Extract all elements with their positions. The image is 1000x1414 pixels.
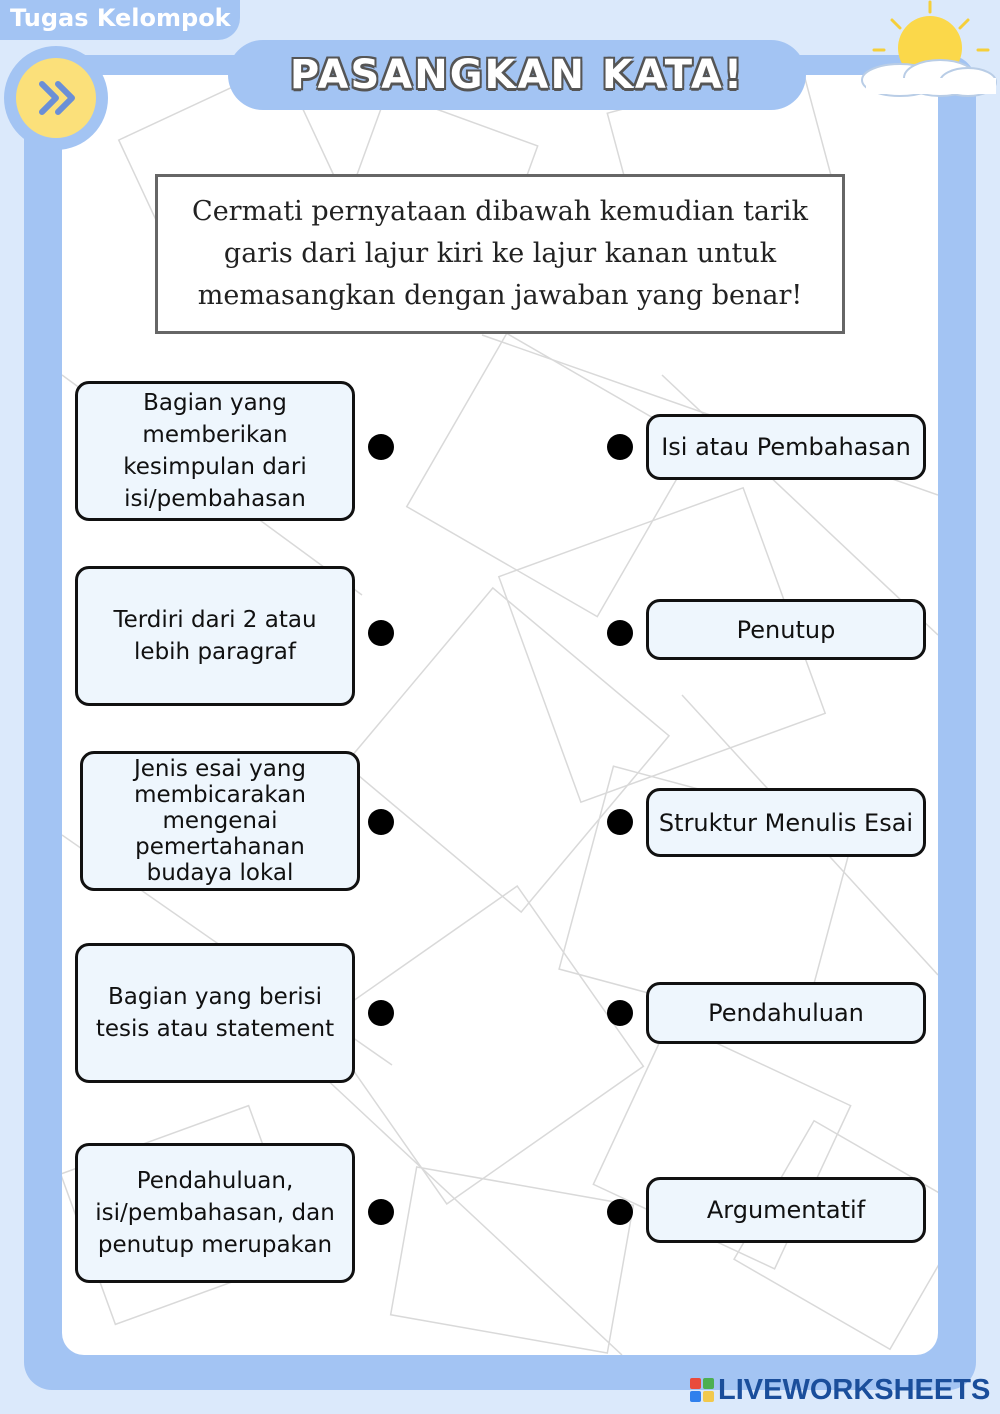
- page-title: PASANGKAN KATA!: [228, 40, 806, 110]
- badge-circle: [16, 58, 96, 138]
- left-connector-dot-4[interactable]: [368, 1000, 394, 1026]
- instructions-box: Cermati pernyataan dibawah kemudian tarik garis dari lajur kiri ke lajur kanan untuk memasangkan dengan jawaban yang benar!: [155, 174, 845, 334]
- left-connector-dot-1[interactable]: [368, 434, 394, 460]
- right-item-5[interactable]: Argumentatif: [646, 1177, 926, 1243]
- group-task-tag: Tugas Kelompok: [0, 0, 240, 40]
- liveworksheets-logo-icon: [690, 1378, 714, 1402]
- left-item-1[interactable]: Bagian yang memberikan kesimpulan dari isi/pembahasan: [75, 381, 355, 521]
- right-item-1[interactable]: Isi atau Pembahasan: [646, 414, 926, 480]
- right-item-4[interactable]: Pendahuluan: [646, 982, 926, 1044]
- sun-cloud-icon: [850, 0, 1000, 110]
- right-connector-dot-4[interactable]: [607, 1000, 633, 1026]
- left-item-5[interactable]: Pendahuluan, isi/pembahasan, dan penutup merupakan: [75, 1143, 355, 1283]
- right-connector-dot-2[interactable]: [607, 620, 633, 646]
- brand-name: LIVEWORKSHEETS: [718, 1373, 991, 1406]
- left-item-3[interactable]: Jenis esai yang membicarakan mengenai pemertahanan budaya lokal: [80, 751, 360, 891]
- right-item-3[interactable]: Struktur Menulis Esai: [646, 788, 926, 857]
- left-connector-dot-3[interactable]: [368, 809, 394, 835]
- left-connector-dot-2[interactable]: [368, 620, 394, 646]
- liveworksheets-logo[interactable]: [690, 1372, 990, 1408]
- left-item-4[interactable]: Bagian yang berisi tesis atau statement: [75, 943, 355, 1083]
- right-connector-dot-5[interactable]: [607, 1199, 633, 1225]
- right-connector-dot-1[interactable]: [607, 434, 633, 460]
- right-item-2[interactable]: Penutup: [646, 599, 926, 660]
- left-connector-dot-5[interactable]: [368, 1199, 394, 1225]
- left-item-2[interactable]: Terdiri dari 2 atau lebih paragraf: [75, 566, 355, 706]
- badge: [4, 46, 108, 150]
- double-chevron-right-icon: [16, 58, 96, 138]
- right-connector-dot-3[interactable]: [607, 809, 633, 835]
